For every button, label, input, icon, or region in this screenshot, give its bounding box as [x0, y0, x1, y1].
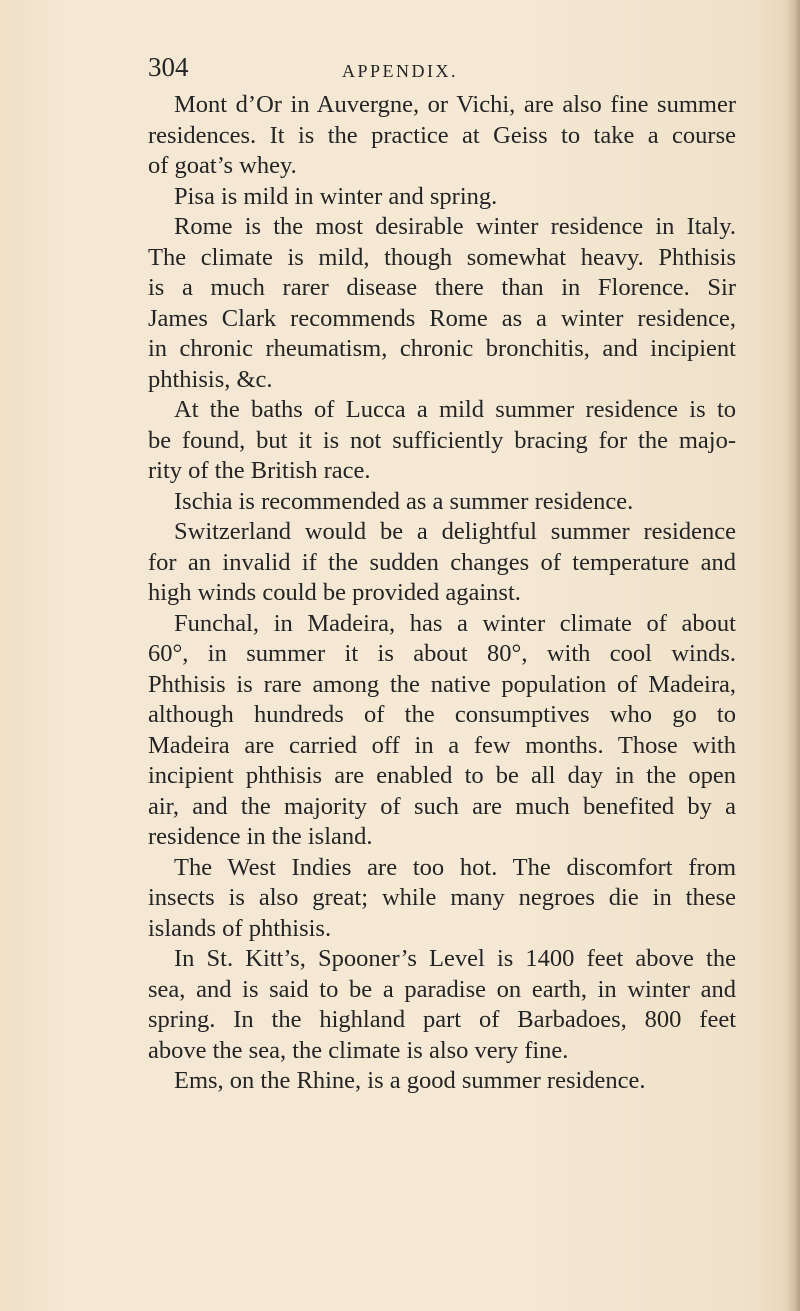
text-line: rity of the British race.	[148, 457, 371, 484]
text-line: sea, and is said to be a paradise on earth, in winter and	[148, 975, 736, 1003]
text-line: Madeira are carried off in a few months. Those with	[148, 731, 736, 759]
text-line: air, and the majority of such are much benefited by a	[148, 792, 736, 820]
text-line: The climate is mild, though somewhat heavy. Phthisis	[148, 243, 736, 271]
page-edge-shadow	[786, 0, 800, 1311]
text-line: At the baths of Lucca a mild summer residence is to	[174, 396, 736, 423]
text-line: high winds could be provided against.	[148, 579, 521, 606]
page-number: 304	[148, 52, 189, 82]
text-line: In St. Kitt’s, Spooner’s Level is 1400 feet above the	[174, 945, 736, 972]
body-text	[148, 90, 736, 1097]
running-head: APPENDIX.	[341, 61, 458, 81]
text-line: Rome is the most desirable winter residence in Italy.	[174, 213, 736, 240]
text-line: although hundreds of the consumptives who go to	[148, 701, 736, 728]
text-line: is a much rarer disease there than in Florence. Sir	[148, 274, 736, 301]
text-line: residence in the island.	[148, 823, 373, 850]
text-line: Funchal, in Madeira, has a winter climate of about	[174, 609, 736, 637]
text-line: islands of phthisis.	[148, 914, 332, 942]
text-line: spring. In the highland part of Barbadoes, 800 feet	[148, 1006, 736, 1033]
text-line: 60°, in summer it is about 80°, with cool winds.	[148, 640, 736, 667]
text-line: phthisis, &c.	[148, 365, 273, 393]
text-line: incipient phthisis are enabled to be all day in the open	[148, 762, 736, 789]
text-line: Pisa is mild in winter and spring.	[174, 182, 498, 210]
text-line: insects is also great; while many negroes die in these	[148, 884, 736, 911]
text-line: residences. It is the practice at Geiss to take a course	[148, 121, 736, 149]
text-line: in chronic rheumatism, chronic bronchitis, and incipient	[148, 335, 736, 362]
text-line: Ems, on the Rhine, is a good summer residence.	[174, 1067, 646, 1094]
text-line: Mont d’Or in Auvergne, or Vichi, are also fine summer	[174, 91, 736, 118]
text-line: Ischia is recommended as a summer residence.	[174, 487, 634, 515]
text-line: be found, but it is not sufficiently bracing for the majo-	[148, 426, 736, 454]
text-line: Phthisis is rare among the native population of Madeira,	[148, 670, 736, 698]
text-line: for an invalid if the sudden changes of temperature and	[148, 548, 736, 576]
text-line: James Clark recommends Rome as a winter residence,	[148, 304, 736, 332]
text-line: The West Indies are too hot. The discomfort from	[174, 853, 736, 881]
text-line: of goat’s whey.	[148, 152, 297, 179]
text-line: above the sea, the climate is also very fine.	[148, 1036, 569, 1064]
text-line: Switzerland would be a delightful summer residence	[174, 518, 736, 545]
